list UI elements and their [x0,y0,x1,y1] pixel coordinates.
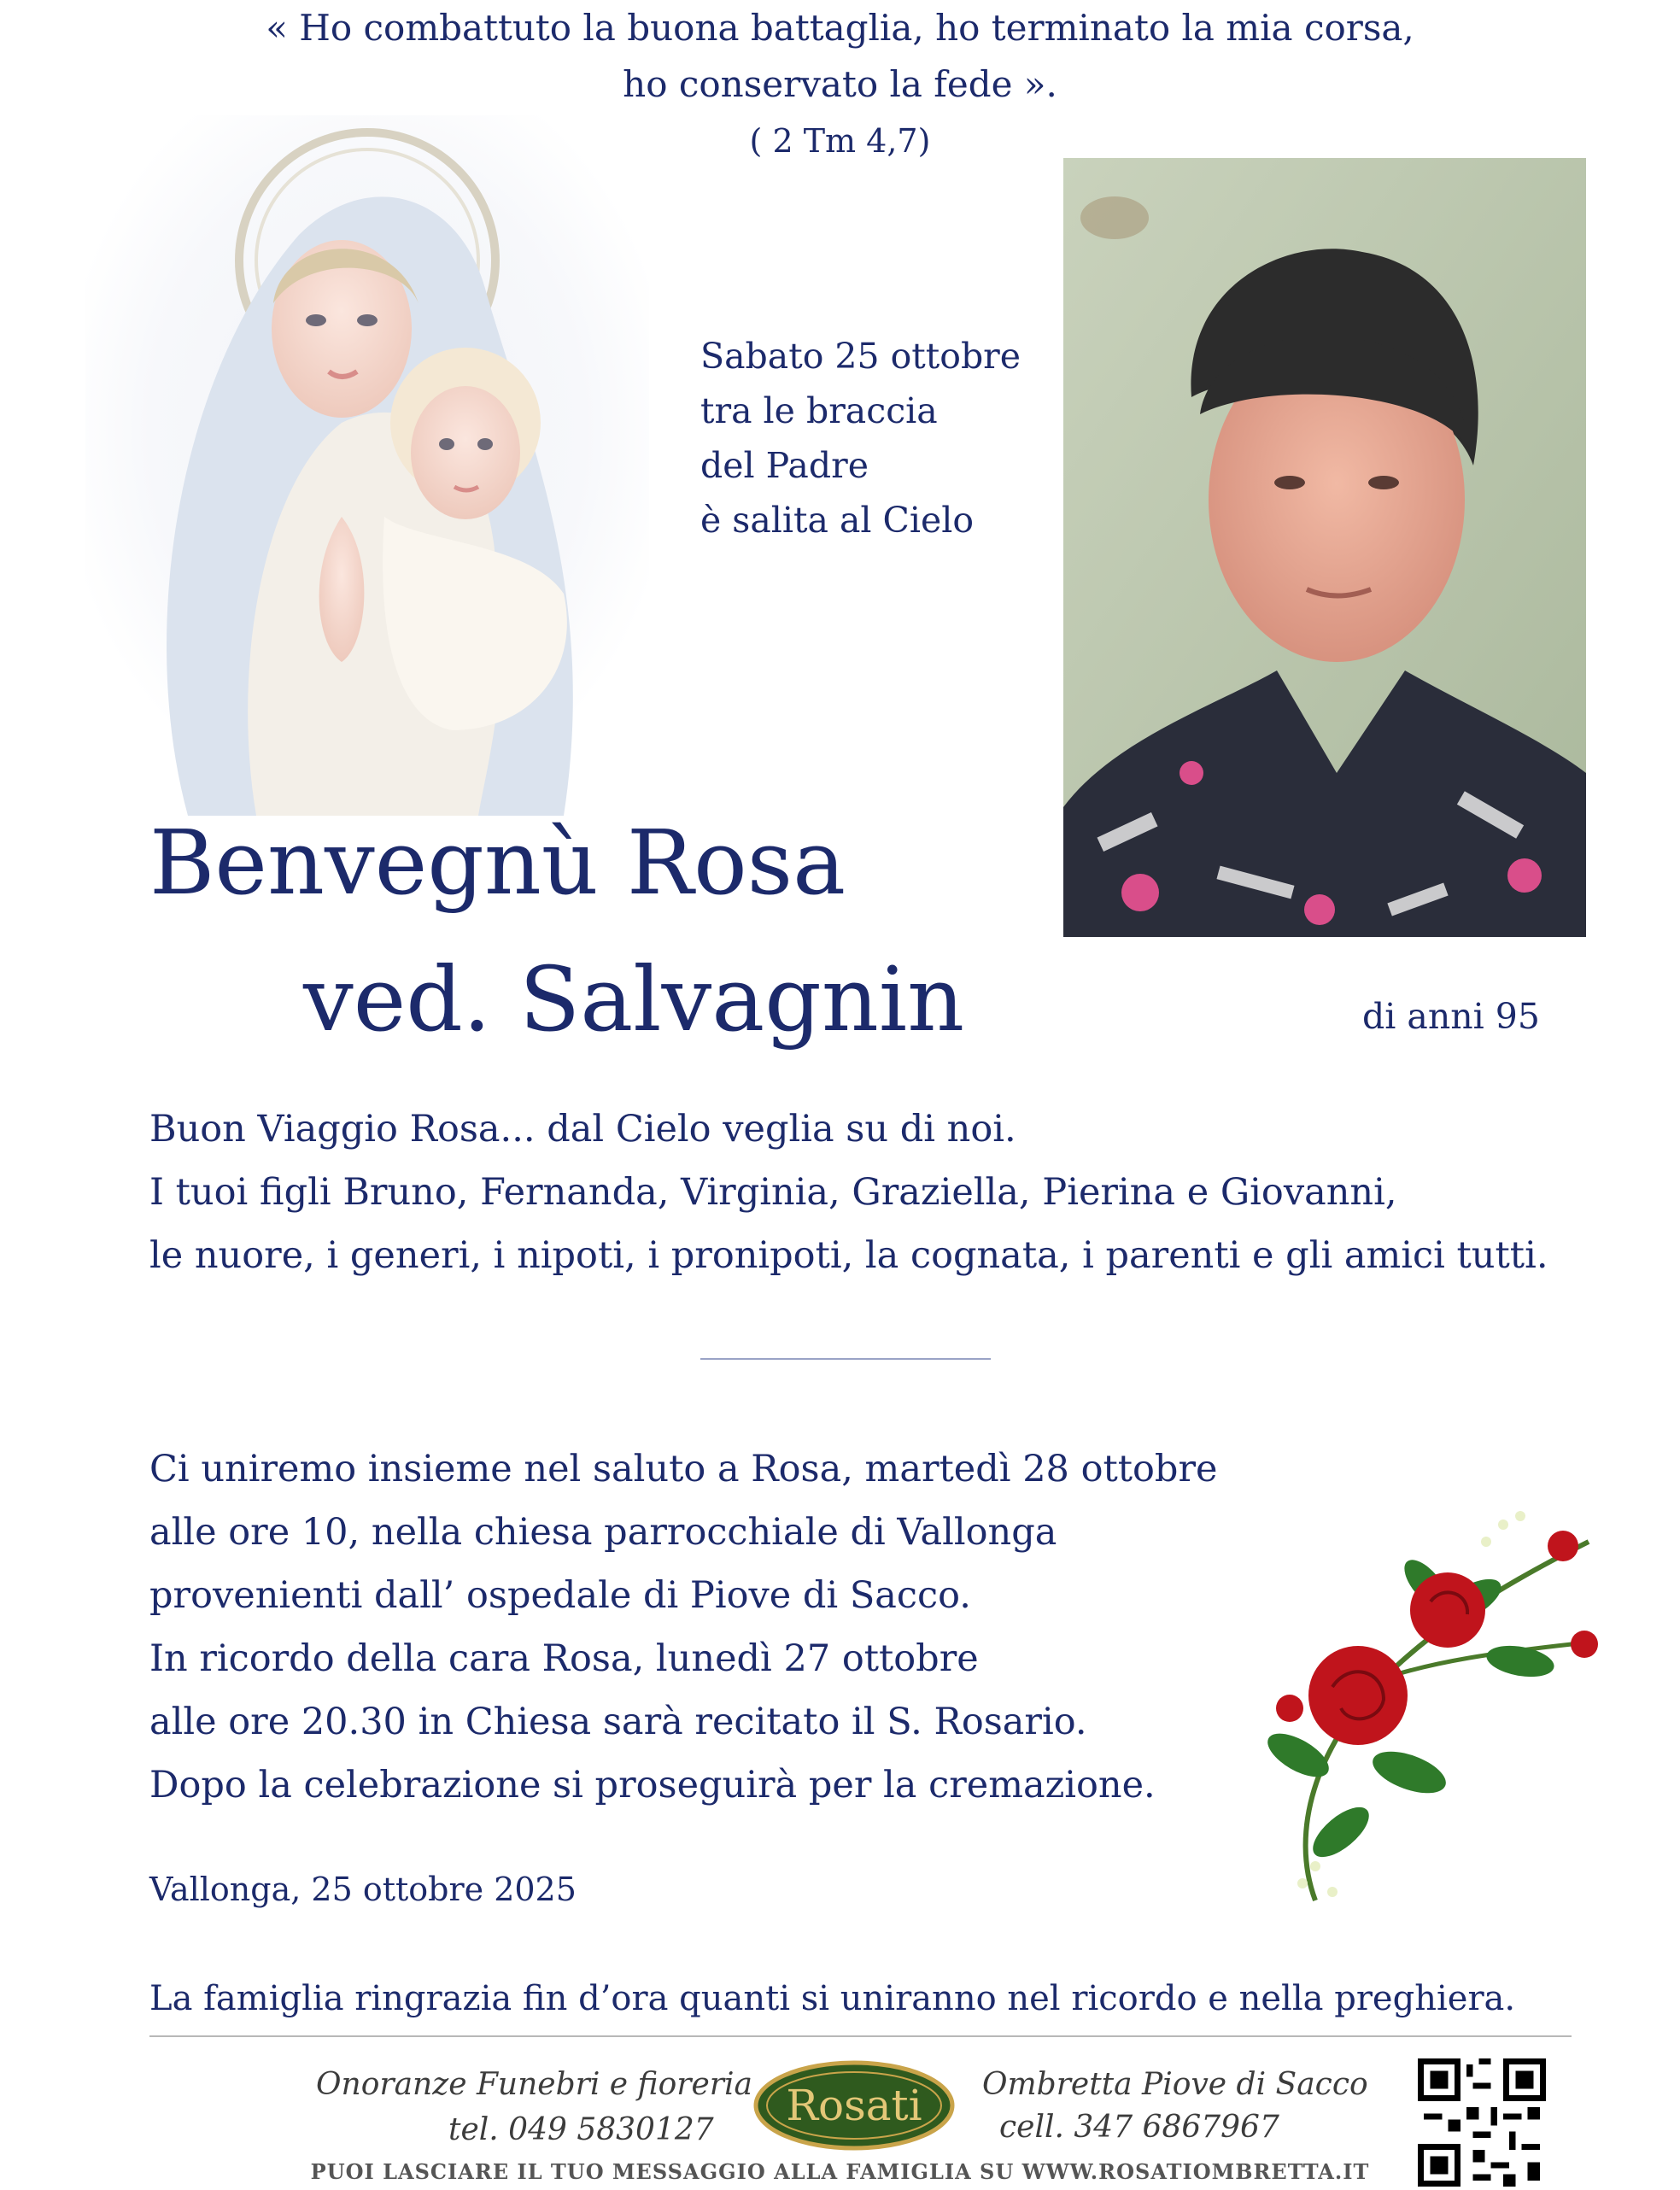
announce-line: tra le braccia [700,390,938,431]
deceased-name-widow: ved. Salvagnin [303,947,965,1051]
service-line: Dopo la celebrazione si proseguirà per la cremazione. [149,1764,1156,1806]
madonna-image [85,115,649,816]
deceased-name: Benvegnù Rosa [149,811,846,915]
rosati-logo [752,2058,957,2152]
service-line: Ci uniremo insieme nel saluto a Rosa, martedì 28 ottobre [149,1448,1218,1490]
place-date: Vallonga, 25 ottobre 2025 [149,1871,577,1908]
quote-reference: ( 2 Tm 4,7) [749,122,931,160]
footer-company: Onoranze Funebri e fioreria [316,2067,752,2102]
announce-line: Sabato 25 ottobre [700,336,1021,377]
service-line: provenienti dall’ ospedale di Piove di Sacco. [149,1574,971,1617]
logo-text: Rosati [786,2081,922,2130]
service-line: alle ore 10, nella chiesa parrocchiale di Vallonga [149,1511,1057,1554]
announce-line: del Padre [700,445,869,486]
deceased-age: di anni 95 [1362,996,1540,1037]
divider [700,1358,991,1360]
service-line: alle ore 20.30 in Chiesa sarà recitato il S. Rosario. [149,1701,1087,1743]
portrait-photo [1063,158,1586,937]
family-thanks: La famiglia ringrazia fin d’ora quanti si uniranno nel ricordo e nella preghiera. [149,1979,1516,2018]
message-line: Buon Viaggio Rosa... dal Cielo veglia su di noi. [149,1108,1016,1151]
announcement-text [700,329,1021,548]
footer-mobile: cell. 347 6867967 [999,2110,1279,2145]
message-line: I tuoi figli Bruno, Fernanda, Virginia, Graziella, Pierina e Giovanni, [149,1171,1397,1214]
message-line: le nuore, i generi, i nipoti, i pronipoti, la cognata, i parenti e gli amici tutti. [149,1234,1548,1277]
footer-phone: tel. 049 5830127 [448,2112,714,2147]
service-details [149,1438,1217,1817]
family-message [149,1098,1548,1287]
announce-line: è salita al Cielo [700,500,975,541]
footer-rule [149,2035,1572,2037]
service-line: In ricordo della cara Rosa, lunedì 27 ottobre [149,1637,979,1680]
quote-line-2: ho conservato la fede ». [623,63,1057,105]
website-notice: PUOI LASCIARE IL TUO MESSAGGIO ALLA FAMIGLIA SU WWW.ROSATIOMBRETTA.IT [310,2159,1370,2184]
quote-line-1: « Ho combattuto la buona battaglia, ho terminato la mia corsa, [266,7,1414,49]
roses-decoration [1213,1490,1614,1909]
footer-branch: Ombretta Piove di Sacco [982,2067,1368,2102]
